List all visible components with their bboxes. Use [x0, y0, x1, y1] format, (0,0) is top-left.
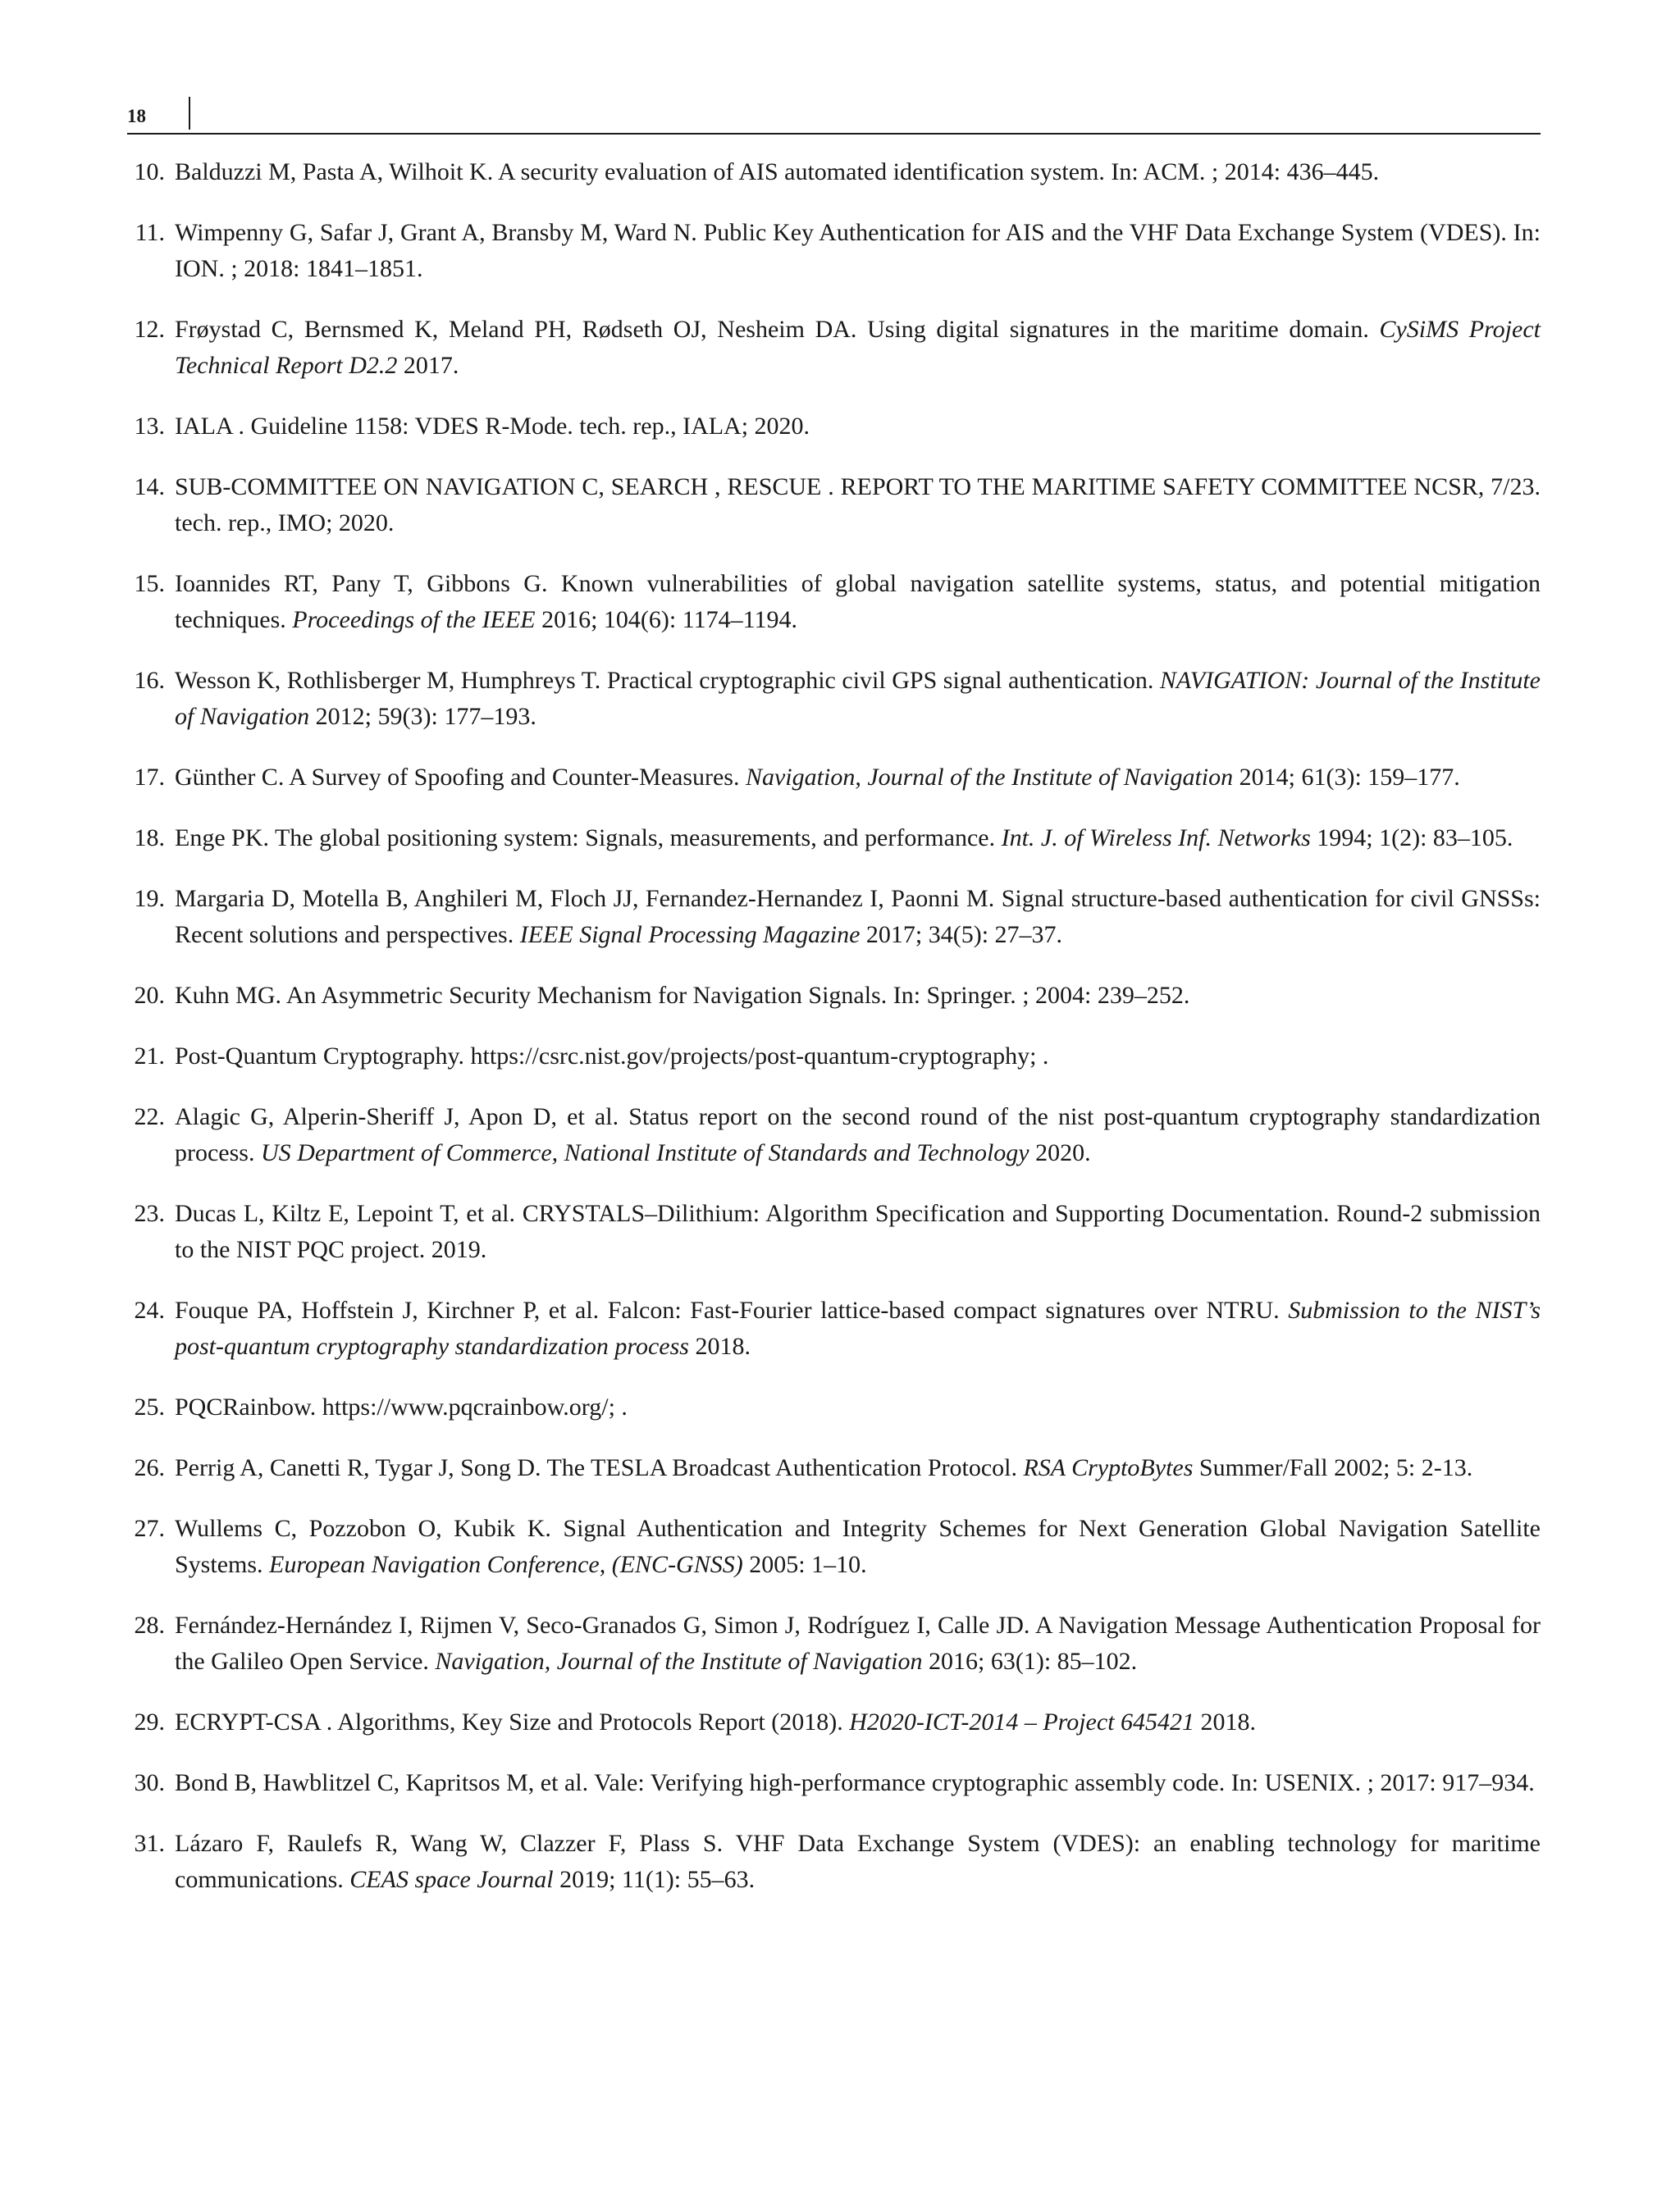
reference-segment: PQCRainbow. https://www.pqcrainbow.org/; . — [175, 1394, 628, 1421]
page-header — [127, 82, 1541, 135]
reference-venue: IEEE Signal Processing Magazine — [519, 921, 861, 948]
reference-segment: 2016; 63(1): 85–102. — [922, 1648, 1138, 1675]
reference-number: 15. — [134, 570, 165, 597]
reference-venue: Submission to the NIST’s post-quantum cryptography standardization process — [175, 1297, 1541, 1360]
reference-venue: CEAS space Journal — [349, 1866, 554, 1893]
reference-segment: 2005: 1–10. — [742, 1551, 867, 1578]
reference-segment: Wesson K, Rothlisberger M, Humphreys T. Practical cryptographic civil GPS signal authentication. — [175, 667, 1160, 694]
reference-segment: Perrig A, Canetti R, Tygar J, Song D. The TESLA Broadcast Authentication Protocol. — [175, 1454, 1024, 1481]
reference-text — [175, 820, 1541, 856]
reference-number: 23. — [134, 1200, 165, 1227]
reference-segment: Fouque PA, Hoffstein J, Kirchner P, et al. Falcon: Fast-Fourier lattice-based compact signatures over NTRU. — [175, 1297, 1289, 1324]
reference-number: 20. — [134, 982, 165, 1009]
reference-number: 19. — [134, 885, 165, 912]
reference-text — [175, 469, 1541, 541]
reference-item — [127, 154, 1541, 190]
reference-segment: Fernández-Hernández I, Rijmen V, Seco-Granados G, Simon J, Rodríguez I, Calle JD. A Navigation Message Authentication Proposal for the Galileo Open Service. — [175, 1612, 1541, 1675]
reference-text — [175, 760, 1541, 796]
reference-text — [175, 1450, 1541, 1486]
reference-venue: Int. J. of Wireless Inf. Networks — [1001, 824, 1311, 851]
reference-segment: Frøystad C, Bernsmed K, Meland PH, Rødseth OJ, Nesheim DA. Using digital signatures in the maritime domain. — [175, 316, 1380, 343]
reference-venue: Navigation, Journal of the Institute of Navigation — [435, 1648, 923, 1675]
reference-number: 31. — [134, 1830, 165, 1857]
reference-segment: 2017; 34(5): 27–37. — [860, 921, 1063, 948]
reference-text — [175, 978, 1541, 1014]
page-number: 18 — [127, 106, 146, 126]
reference-venue: CySiMS Project Technical Report D2.2 — [175, 316, 1541, 379]
reference-item — [127, 1293, 1541, 1365]
reference-segment: 2018. — [688, 1333, 751, 1360]
reference-number: 13. — [134, 413, 165, 440]
reference-venue: US Department of Commerce, National Institute of Standards and Technology — [260, 1139, 1029, 1166]
reference-segment: 2018. — [1194, 1708, 1257, 1736]
reference-item — [127, 1450, 1541, 1486]
reference-text — [175, 1704, 1541, 1740]
reference-text — [175, 881, 1541, 953]
reference-segment: 2017. — [397, 352, 459, 379]
reference-number: 16. — [134, 667, 165, 694]
reference-segment: Wullems C, Pozzobon O, Kubik K. Signal Authentication and Integrity Schemes for Next Generation Global Navigation Satellite Systems. — [175, 1515, 1541, 1578]
reference-item — [127, 1511, 1541, 1583]
reference-text — [175, 1293, 1541, 1365]
header-divider — [189, 97, 190, 130]
reference-segment: Alagic G, Alperin-Sheriff J, Apon D, et al. Status report on the second round of the nist post-quantum cryptography standardization process. — [175, 1103, 1541, 1166]
reference-text — [175, 1765, 1541, 1801]
reference-segment: Margaria D, Motella B, Anghileri M, Floch JJ, Fernandez-Hernandez I, Paonni M. Signal structure-based authentication for civil GNSSs: Recent solutions and perspectives. — [175, 885, 1541, 948]
reference-text — [175, 1511, 1541, 1583]
reference-text — [175, 1608, 1541, 1680]
reference-number: 11. — [135, 219, 165, 246]
reference-item — [127, 881, 1541, 953]
reference-item — [127, 1099, 1541, 1171]
reference-segment: Lázaro F, Raulefs R, Wang W, Clazzer F, Plass S. VHF Data Exchange System (VDES): an enabling technology for maritime communications. — [175, 1830, 1541, 1893]
reference-segment: IALA . Guideline 1158: VDES R-Mode. tech. rep., IALA; 2020. — [175, 413, 810, 440]
reference-text — [175, 1038, 1541, 1074]
reference-venue: H2020-ICT-2014 – Project 645421 — [849, 1708, 1195, 1736]
reference-venue: RSA CryptoBytes — [1023, 1454, 1194, 1481]
reference-text — [175, 154, 1541, 190]
reference-venue: Proceedings of the IEEE — [292, 606, 536, 633]
reference-item — [127, 1038, 1541, 1074]
reference-item — [127, 469, 1541, 541]
reference-venue: NAVIGATION: Journal of the Institute of Navigation — [175, 667, 1541, 730]
reference-number: 21. — [134, 1042, 165, 1070]
reference-venue: Navigation, Journal of the Institute of Navigation — [745, 764, 1234, 791]
reference-segment: 2020. — [1029, 1139, 1091, 1166]
reference-segment: Günther C. A Survey of Spoofing and Counter-Measures. — [175, 764, 746, 791]
reference-item — [127, 566, 1541, 638]
reference-segment: 2012; 59(3): 177–193. — [309, 703, 536, 730]
reference-number: 17. — [134, 764, 165, 791]
reference-item — [127, 312, 1541, 384]
reference-text — [175, 1099, 1541, 1171]
reference-item — [127, 978, 1541, 1014]
reference-number: 24. — [134, 1297, 165, 1324]
reference-item — [127, 1765, 1541, 1801]
reference-segment: ECRYPT-CSA . Algorithms, Key Size and Protocols Report (2018). — [175, 1708, 850, 1736]
reference-segment: Summer/Fall 2002; 5: 2-13. — [1193, 1454, 1473, 1481]
reference-text — [175, 1389, 1541, 1426]
reference-number: 25. — [134, 1394, 165, 1421]
reference-number: 18. — [134, 824, 165, 851]
reference-item — [127, 1704, 1541, 1740]
reference-segment: 2016; 104(6): 1174–1194. — [535, 606, 798, 633]
reference-number: 10. — [134, 158, 165, 185]
reference-number: 28. — [134, 1612, 165, 1639]
reference-text — [175, 312, 1541, 384]
reference-segment: 1994; 1(2): 83–105. — [1310, 824, 1513, 851]
reference-item — [127, 663, 1541, 735]
reference-number: 30. — [134, 1769, 165, 1796]
reference-segment: Ioannides RT, Pany T, Gibbons G. Known vulnerabilities of global navigation satellite systems, status, and potential mitigation techniques. — [175, 570, 1541, 633]
reference-segment: 2014; 61(3): 159–177. — [1233, 764, 1460, 791]
reference-segment: Post-Quantum Cryptography. https://csrc.nist.gov/projects/post-quantum-cryptography; . — [175, 1042, 1049, 1070]
reference-segment: Wimpenny G, Safar J, Grant A, Bransby M, Ward N. Public Key Authentication for AIS and the VHF Data Exchange System (VDES). In: ION. ; 2018: 1841–1851. — [175, 219, 1541, 282]
reference-item — [127, 760, 1541, 796]
reference-item — [127, 1826, 1541, 1898]
reference-text — [175, 408, 1541, 445]
reference-item — [127, 408, 1541, 445]
reference-number: 26. — [134, 1454, 165, 1481]
reference-text — [175, 1196, 1541, 1268]
reference-item — [127, 820, 1541, 856]
reference-item — [127, 215, 1541, 287]
reference-text — [175, 566, 1541, 638]
reference-text — [175, 215, 1541, 287]
reference-segment: Kuhn MG. An Asymmetric Security Mechanism for Navigation Signals. In: Springer. ; 2004: 239–252. — [175, 982, 1190, 1009]
reference-number: 22. — [134, 1103, 165, 1130]
reference-number: 12. — [134, 316, 165, 343]
reference-item — [127, 1389, 1541, 1426]
reference-item — [127, 1196, 1541, 1268]
reference-number: 27. — [134, 1515, 165, 1542]
reference-item — [127, 1608, 1541, 1680]
reference-segment: Ducas L, Kiltz E, Lepoint T, et al. CRYSTALS–Dilithium: Algorithm Specification and Supporting Documentation. Round-2 submission to the NIST PQC project. 2019. — [175, 1200, 1541, 1263]
reference-segment: Bond B, Hawblitzel C, Kapritsos M, et al. Vale: Verifying high-performance cryptographic assembly code. In: USENIX. ; 2017: 917–934. — [175, 1769, 1535, 1796]
reference-text — [175, 1826, 1541, 1898]
reference-text — [175, 663, 1541, 735]
reference-segment: 2019; 11(1): 55–63. — [553, 1866, 756, 1893]
reference-number: 14. — [134, 473, 165, 500]
reference-segment: Enge PK. The global positioning system: Signals, measurements, and performance. — [175, 824, 1002, 851]
reference-number: 29. — [134, 1708, 165, 1736]
reference-venue: European Navigation Conference, (ENC-GNSS) — [269, 1551, 743, 1578]
reference-segment: SUB-COMMITTEE ON NAVIGATION C, SEARCH , RESCUE . REPORT TO THE MARITIME SAFETY COMMITTEE NCSR, 7/23. tech. rep., IMO; 2020. — [175, 473, 1541, 536]
reference-list — [127, 154, 1541, 1923]
reference-segment: Balduzzi M, Pasta A, Wilhoit K. A security evaluation of AIS automated identification system. In: ACM. ; 2014: 436–445. — [175, 158, 1380, 185]
